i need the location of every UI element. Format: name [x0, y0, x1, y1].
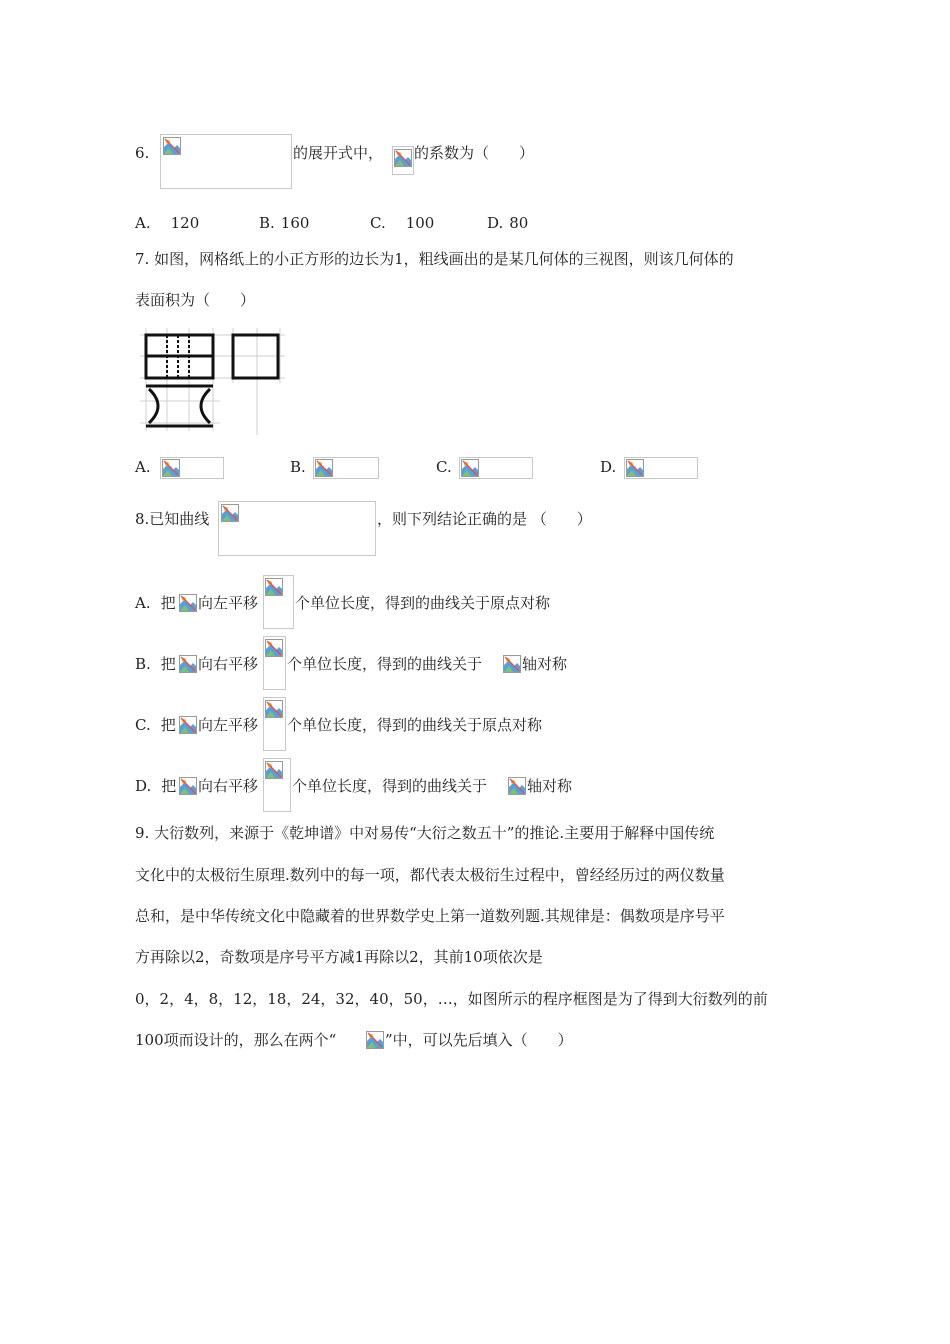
q6-option-d: D. 80 [487, 214, 529, 232]
q6-text-2: 的系数为（ ） [414, 144, 535, 162]
broken-image-icon [265, 700, 283, 718]
q8-number: 8.已知曲线 [135, 510, 210, 528]
broken-image-icon [508, 777, 526, 795]
q8-curve-image [218, 501, 376, 556]
q7-option-a: A. [135, 458, 151, 476]
q6-term-image [392, 146, 414, 175]
q7-option-b-image [313, 457, 379, 479]
q9-line-2: 文化中的太极衍生原理.数列中的每一项，都代表太极衍生过程中，曾经经历过的两仪数量 [135, 866, 725, 884]
q8-option-d-text-2: 个单位长度，得到的曲线关于 [292, 777, 488, 795]
q6-number: 6. [135, 144, 150, 162]
q8-option-a: A. 把 [135, 594, 176, 612]
q8-option-b-text-3: 轴对称 [522, 655, 568, 673]
q8-option-d-text-3: 轴对称 [527, 777, 573, 795]
front-view [146, 335, 213, 378]
q7-line-1: 7. 如图，网格纸上的小正方形的边长为1，粗线画出的是某几何体的三视图，则该几何体的 [135, 250, 734, 268]
q8-option-b-fraction-image [263, 636, 286, 690]
q8-option-c-text-1: 向左平移 [198, 716, 259, 734]
q7-option-a-image [160, 457, 224, 479]
q9-line-3: 总和，是中华传统文化中隐藏着的世界数学史上第一道数列题.其规律是：偶数项是序号平 [135, 907, 725, 925]
q6-expression-image [160, 134, 292, 189]
q8-option-c-fraction-image [263, 697, 286, 751]
three-view-figure [135, 323, 295, 438]
broken-image-icon [265, 761, 283, 779]
q8-option-d-fraction-image [263, 758, 291, 812]
q6-option-b: B. 160 [259, 214, 310, 232]
q8-option-b-text-1: 向右平移 [198, 655, 259, 673]
q9-line-4: 方再除以2，奇数项是序号平方减1再除以2，其前10项依次是 [135, 948, 543, 966]
q9-line-1: 9. 大衍数列，来源于《乾坤谱》中对易传“大衍之数五十”的推论.主要用于解释中国传统 [135, 824, 715, 842]
broken-image-icon [315, 459, 333, 477]
broken-image-icon [179, 777, 197, 795]
broken-image-icon [265, 639, 283, 657]
broken-image-icon [162, 459, 180, 477]
broken-image-icon [163, 137, 181, 155]
broken-image-icon [179, 594, 197, 612]
broken-image-icon [179, 655, 197, 673]
q9-line-6b: ”中，可以先后填入（ ） [385, 1031, 573, 1049]
q8-option-c: C. 把 [135, 716, 176, 734]
q7-option-c-image [459, 457, 533, 479]
q8-option-d-text-1: 向右平移 [198, 777, 259, 795]
q8-option-a-fraction-image [263, 575, 294, 629]
q6-option-c: C. 100 [370, 214, 435, 232]
q8-option-a-text-1: 向左平移 [198, 594, 259, 612]
q7-option-d: D. [600, 458, 617, 476]
q8-option-c-text-2: 个单位长度，得到的曲线关于原点对称 [287, 716, 543, 734]
q8-tail: ，则下列结论正确的是 （ ） [377, 510, 592, 528]
q9-line-5: 0，2，4，8，12，18，24，32，40，50，…，如图所示的程序框图是为了得到大衍数列的前 [135, 990, 768, 1008]
q7-option-c: C. [436, 458, 452, 476]
q9-line-6a: 100项而设计的，那么在两个“ [135, 1031, 337, 1049]
broken-image-icon [503, 655, 521, 673]
top-view [146, 386, 213, 426]
broken-image-icon [265, 578, 283, 596]
q6-option-a: A. 120 [135, 214, 200, 232]
broken-image-icon [461, 459, 479, 477]
q8-option-d: D. 把 [135, 777, 177, 795]
broken-image-icon [626, 459, 644, 477]
broken-image-icon [221, 504, 239, 522]
q8-option-b-text-2: 个单位长度，得到的曲线关于 [287, 655, 483, 673]
q7-option-b: B. [290, 458, 306, 476]
q8-option-a-text-2: 个单位长度，得到的曲线关于原点对称 [295, 594, 551, 612]
q7-option-d-image [624, 457, 698, 479]
q8-option-b: B. 把 [135, 655, 176, 673]
broken-image-icon [394, 149, 412, 167]
q7-line-2: 表面积为（ ） [135, 291, 256, 309]
broken-image-icon [179, 716, 197, 734]
broken-image-icon [366, 1031, 384, 1049]
q6-text-1: 的展开式中， [293, 144, 384, 162]
